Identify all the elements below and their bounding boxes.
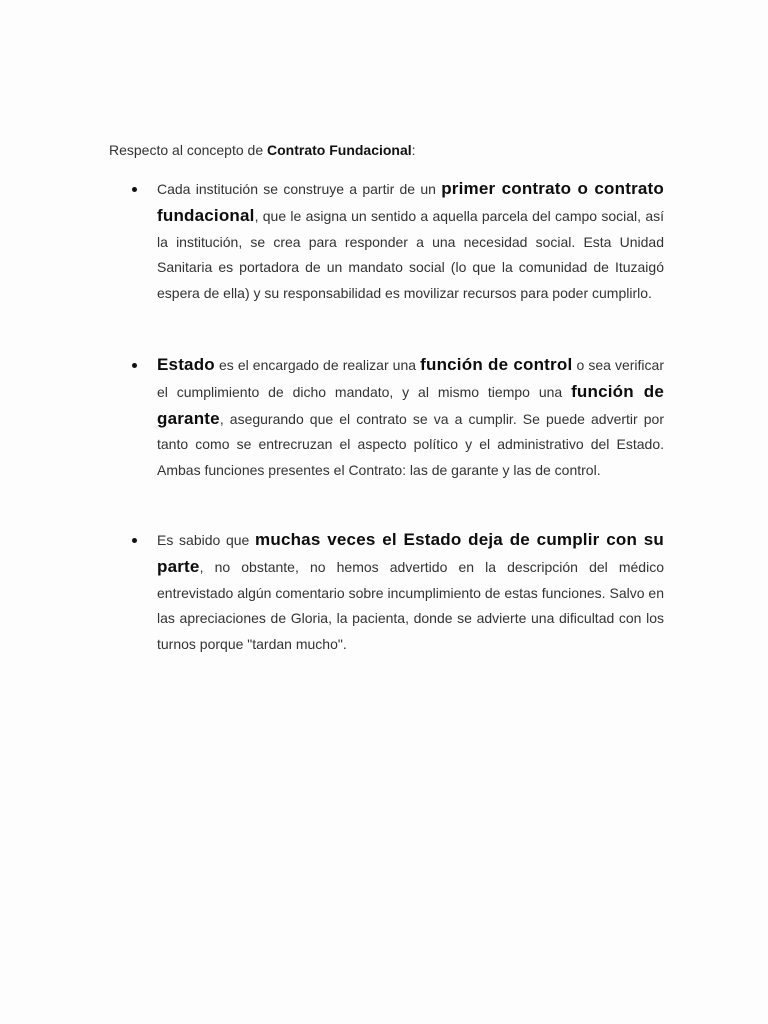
text-segment: , no obstante, no hemos advertido en la descripción del médico entrevistado algún comentario sobre incumplimiento de estas funciones. Salvo en las apreciaciones de Gloria, la pacienta, donde se advierte una dificultad con los turnos porque "tardan mucho".	[157, 558, 664, 653]
text-segment: o sea verificar el cumplimiento de dicho mandato, y al mismo tiempo una	[157, 357, 664, 400]
heading-suffix: :	[411, 142, 416, 158]
text-segment: , que le asigna un sentido a aquella parcela del campo social, así la institución, se crea para responder a una necesidad social. Esta Unidad Sanitaria es portadora de un mandato social (lo que la comunidad de Ituzaigó espera de ella) y su responsabilidad es movilizar recursos para poder cumplirlo.	[157, 207, 664, 302]
heading-prefix: Respecto al concepto de	[109, 142, 267, 158]
bold-term-funcion-control: función de control	[420, 355, 573, 374]
bullet-item-estado	[157, 352, 664, 484]
bullet-item-contrato-fundacional	[157, 176, 664, 307]
text-segment: , asegurando que el contrato se va a cumplir. Se puede advertir por tanto como se entrecruzan el aspecto político y el administrativo del Estado. Ambas funciones presentes el Contrato: las de garante y las de control.	[157, 410, 664, 479]
bold-term-primer-contrato: primer contrato o contrato fundacional	[157, 179, 664, 225]
bullet-icon	[132, 363, 137, 368]
text-segment: Cada institución se construye a partir de un	[157, 181, 442, 197]
text-segment: Es sabido que	[157, 532, 256, 548]
section-heading	[109, 141, 416, 159]
bold-term-estado: Estado	[157, 355, 215, 374]
bold-term-estado-deja-cumplir: muchas veces el Estado deja de cumplir con su parte	[157, 530, 664, 576]
bullet-icon	[132, 187, 137, 192]
bold-term-funcion-garante: función de garante	[157, 381, 664, 428]
text-segment: es el encargado de realizar una	[214, 357, 421, 373]
bullet-icon	[132, 538, 137, 543]
heading-bold-term: Contrato Fundacional	[267, 142, 412, 158]
bullet-item-incumplimiento	[157, 527, 664, 658]
